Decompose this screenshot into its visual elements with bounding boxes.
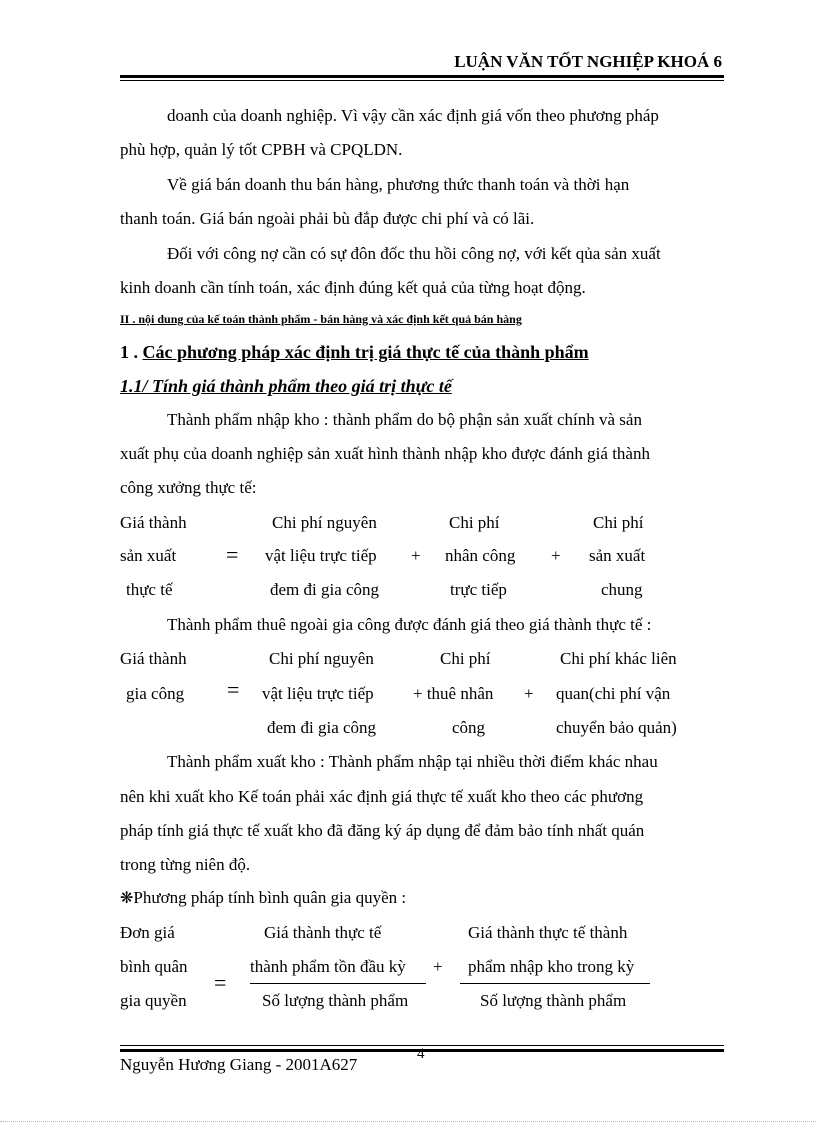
formula-term: Chi phí: [449, 513, 500, 532]
page-number: 4: [417, 1046, 425, 1062]
formula-term: Chi phí: [440, 649, 491, 668]
header-rule-thick: [120, 75, 724, 78]
numerator: thành phẩm tồn đầu kỳ: [250, 957, 406, 976]
paragraph-line: Đối với công nợ cần có sự đôn đốc thu hồi công nợ, với kết qủa sản xuất: [167, 244, 661, 263]
formula-term: chung: [601, 580, 643, 599]
formula-term: quan(chi phí vận: [556, 684, 671, 703]
header-title: LUẬN VĂN TỐT NGHIỆP KHOÁ 6: [454, 52, 722, 71]
asterisk-bullet-icon: ❋: [120, 888, 134, 907]
formula-term: Chi phí: [593, 513, 644, 532]
equals-sign: =: [227, 677, 240, 702]
formula-term: Chi phí khác liên: [560, 649, 677, 668]
heading-1: [120, 342, 589, 363]
formula-term: đem đi gia công: [267, 718, 377, 737]
formula-term: Chi phí nguyên: [269, 649, 374, 668]
paragraph-line: Về giá bán doanh thu bán hàng, phương thức thanh toán và thời hạn: [167, 175, 630, 194]
formula-term: vật liệu trực tiếp: [262, 684, 374, 703]
heading-1-number: 1 .: [120, 342, 143, 362]
formula-term: Chi phí nguyên: [272, 513, 377, 532]
plus-sign: +: [551, 546, 561, 565]
heading-2: 1.1/ Tính giá thành phẩm theo giá trị thực tế: [120, 376, 452, 396]
paragraph-line: doanh của doanh nghiệp. Vì vậy cần xác định giá vốn theo phương pháp: [167, 106, 659, 125]
numerator: phẩm nhập kho trong kỳ: [468, 957, 635, 976]
page-edge-divider: [0, 1121, 816, 1122]
header-rule-thin: [120, 80, 724, 81]
denominator: Số lượng thành phẩm: [480, 991, 627, 1010]
formula-term: trực tiếp: [450, 580, 507, 599]
formula-lhs: Giá thành: [120, 649, 187, 668]
equals-sign: =: [214, 970, 227, 995]
paragraph-line: trong từng niên độ.: [120, 855, 251, 874]
footer-author: Nguyễn Hương Giang - 2001A627: [120, 1055, 358, 1074]
fraction-bar: [460, 983, 650, 984]
paragraph-line: xuất phụ của doanh nghiệp sản xuất hình thành nhập kho được đánh giá thành: [120, 444, 650, 463]
formula-lhs: gia quyền: [120, 991, 187, 1010]
paragraph-line: thanh toán. Giá bán ngoài phải bù đắp được chi phí và có lãi.: [120, 209, 535, 228]
numerator: Giá thành thực tế: [264, 923, 382, 942]
paragraph-line: Thành phẩm nhập kho : thành phẩm do bộ phận sản xuất chính và sản: [167, 410, 642, 429]
formula-term: chuyển bảo quản): [556, 718, 677, 737]
equals-sign: =: [226, 542, 239, 567]
bullet-text: Phương pháp tính bình quân gia quyền :: [133, 888, 407, 907]
heading-1-text: Các phương pháp xác định trị giá thực tế của thành phẩm: [142, 342, 589, 362]
formula-term: đem đi gia công: [270, 580, 380, 599]
formula-lhs: Giá thành: [120, 513, 187, 532]
formula-term: + thuê nhân: [413, 684, 494, 703]
formula-lhs: bình quân: [120, 957, 188, 976]
fraction-bar: [250, 983, 426, 984]
formula-term: nhân công: [445, 546, 516, 565]
plus-sign: +: [433, 957, 443, 976]
denominator: Số lượng thành phẩm: [262, 991, 409, 1010]
formula-lhs: sản xuất: [120, 546, 177, 565]
paragraph-line: pháp tính giá thực tế xuất kho đã đăng ký áp dụng để đảm bảo tính nhất quán: [120, 821, 645, 840]
formula-term: sản xuất: [589, 546, 646, 565]
bullet-item: [120, 888, 406, 908]
formula-lhs: gia công: [126, 684, 185, 703]
formula-lhs: thực tế: [126, 580, 173, 599]
plus-sign: +: [411, 546, 421, 565]
paragraph-line: kinh doanh cần tính toán, xác định đúng kết quả của từng hoạt động.: [120, 278, 586, 297]
paragraph-line: Thành phẩm thuê ngoài gia công được đánh giá theo giá thành thực tế :: [167, 615, 652, 634]
paragraph-line: nên khi xuất kho Kế toán phải xác định giá thực tế xuất kho theo các phương: [120, 787, 644, 806]
paragraph-line: công xưởng thực tế:: [120, 478, 257, 497]
plus-sign: +: [524, 684, 534, 703]
paragraph-line: Thành phẩm xuất kho : Thành phẩm nhập tại nhiều thời điểm khác nhau: [167, 752, 658, 771]
section-heading: II . nội dung của kế toán thành phẩm - bán hàng và xác định kết quả bán hàng: [120, 312, 522, 326]
formula-term: công: [452, 718, 486, 737]
paragraph-line: phù hợp, quản lý tốt CPBH và CPQLDN.: [120, 140, 403, 159]
formula-term: vật liệu trực tiếp: [265, 546, 377, 565]
formula-lhs: Đơn giá: [120, 923, 175, 942]
numerator: Giá thành thực tế thành: [468, 923, 628, 942]
